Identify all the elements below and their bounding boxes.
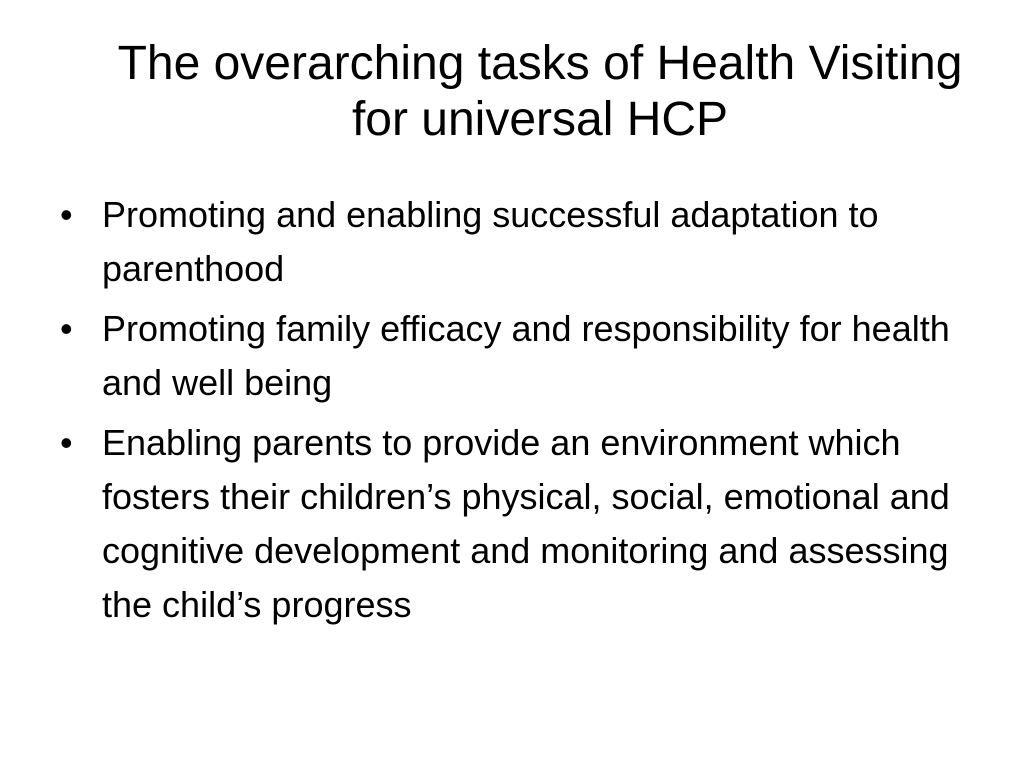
bullet-item — [55, 416, 985, 632]
slide-title: The overarching tasks of Health Visiting for universal HCP — [117, 37, 963, 146]
bullet-item — [55, 302, 985, 410]
bullet-dot-icon: • — [60, 422, 73, 463]
bullet-dot-icon: • — [60, 194, 73, 235]
bullet-text: Promoting family efficacy and responsibility for health and well being — [102, 308, 950, 403]
bullet-list — [55, 188, 985, 638]
bullet-dot-icon: • — [60, 308, 73, 349]
bullet-text: Promoting and enabling successful adaptation to parenthood — [102, 194, 879, 289]
bullet-item — [55, 188, 985, 296]
bullet-text: Enabling parents to provide an environment which fosters their children’s physical, social, emotional and cognitive development and monitoring and assessing the child’s progress — [102, 422, 950, 625]
